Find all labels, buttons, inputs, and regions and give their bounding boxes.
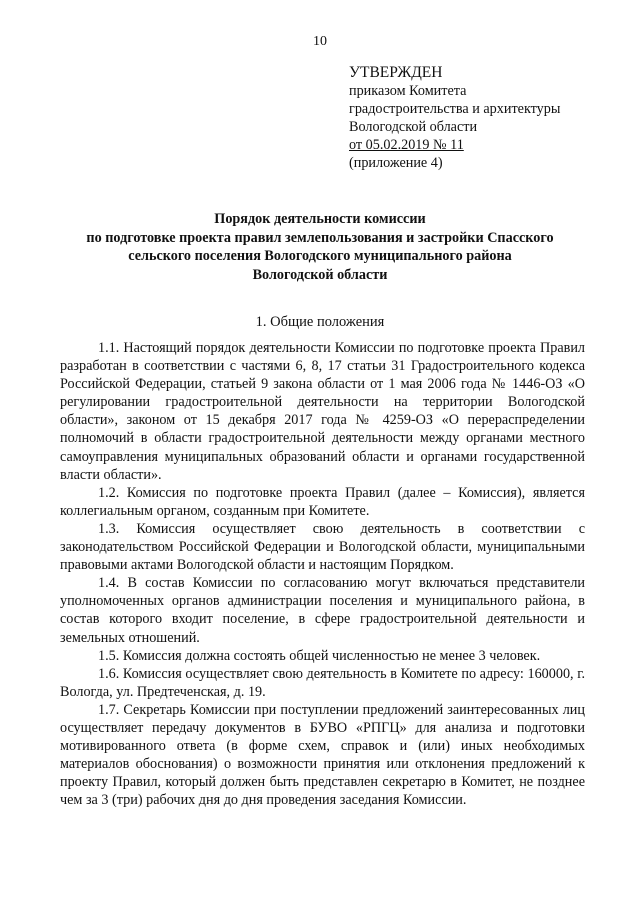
paragraph-1-7: 1.7. Секретарь Комиссии при поступлении предложений заинтересованных лиц осуществляет передачу документов в БУВО «РПГЦ» для анализа и подготовки мотивированного ответа (в форме схем, справок и (или) иных необходимых материалов обоснования) о возможности принятия или отклонения предложений к проекту Правил, который должен быть представлен секретарю в Комитет, не позднее чем за 3 (три) рабочих дня до дня проведения заседания Комиссии. xyxy=(60,701,585,809)
approval-heading: УТВЕРЖДЕН xyxy=(349,64,443,81)
page-number: 10 xyxy=(313,34,327,49)
paragraph-1-4: 1.4. В состав Комиссии по согласованию могут включаться представители уполномоченных органов администрации поселения и муниципального района, в состав которого входит поселение, в сфере градостроительной деятельности и земельных отношений. xyxy=(60,575,585,646)
approval-line: Вологодской области xyxy=(349,119,478,135)
paragraph-1-6: 1.6. Комиссия осуществляет свою деятельность в Комитете по адресу: 160000, г. Вологда, ул. Предтеченская, д. 19. xyxy=(60,665,585,700)
approval-line: градостроительства и архитектуры xyxy=(349,101,561,117)
paragraph-1-1: 1.1. Настоящий порядок деятельности Комиссии по подготовке проекта Правил разработан в соответствии с частями 6, 8, 17 статьи 31 Градостроительного кодекса Российской Федерации, статьей 9 закона области от 1 мая 2006 года № 1446-ОЗ «О регулировании градостроительной деятельности на территории Вологодской области», законом от 15 декабря 2017 года № 4259-ОЗ «О перераспределении полномочий в области градостроительной деятельности между органами местного самоуправления муниципальных образований области и органами государственной власти области». xyxy=(60,340,585,483)
approval-line: приказом Комитета xyxy=(349,83,467,99)
approval-date: от 05.02.2019 № 11 xyxy=(349,137,464,153)
title-line: Порядок деятельности комиссии xyxy=(214,211,426,227)
title-line: Вологодской области xyxy=(252,266,388,283)
document-body xyxy=(60,339,585,809)
document-title xyxy=(60,210,580,284)
approval-appendix: (приложение 4) xyxy=(349,155,443,171)
approval-stamp xyxy=(349,64,609,172)
title-line: по подготовке проекта правил землепользования и застройки Спасского xyxy=(86,229,554,246)
paragraph-1-3: 1.3. Комиссия осуществляет свою деятельность в соответствии с законодательством Российской Федерации и Вологодской области, муниципальными правовыми актами Вологодской области и настоящим Порядком. xyxy=(60,520,585,574)
title-line: сельского поселения Вологодского муниципального района xyxy=(128,248,512,264)
approval-date-line xyxy=(349,136,609,154)
section-heading: 1. Общие положения xyxy=(255,314,385,330)
paragraph-1-5: 1.5. Комиссия должна состоять общей численностью не менее 3 человек. xyxy=(98,647,541,664)
paragraph-1-2: 1.2. Комиссия по подготовке проекта Правил (далее – Комиссия), является коллегиальным органом, созданным при Комитете. xyxy=(60,484,585,519)
